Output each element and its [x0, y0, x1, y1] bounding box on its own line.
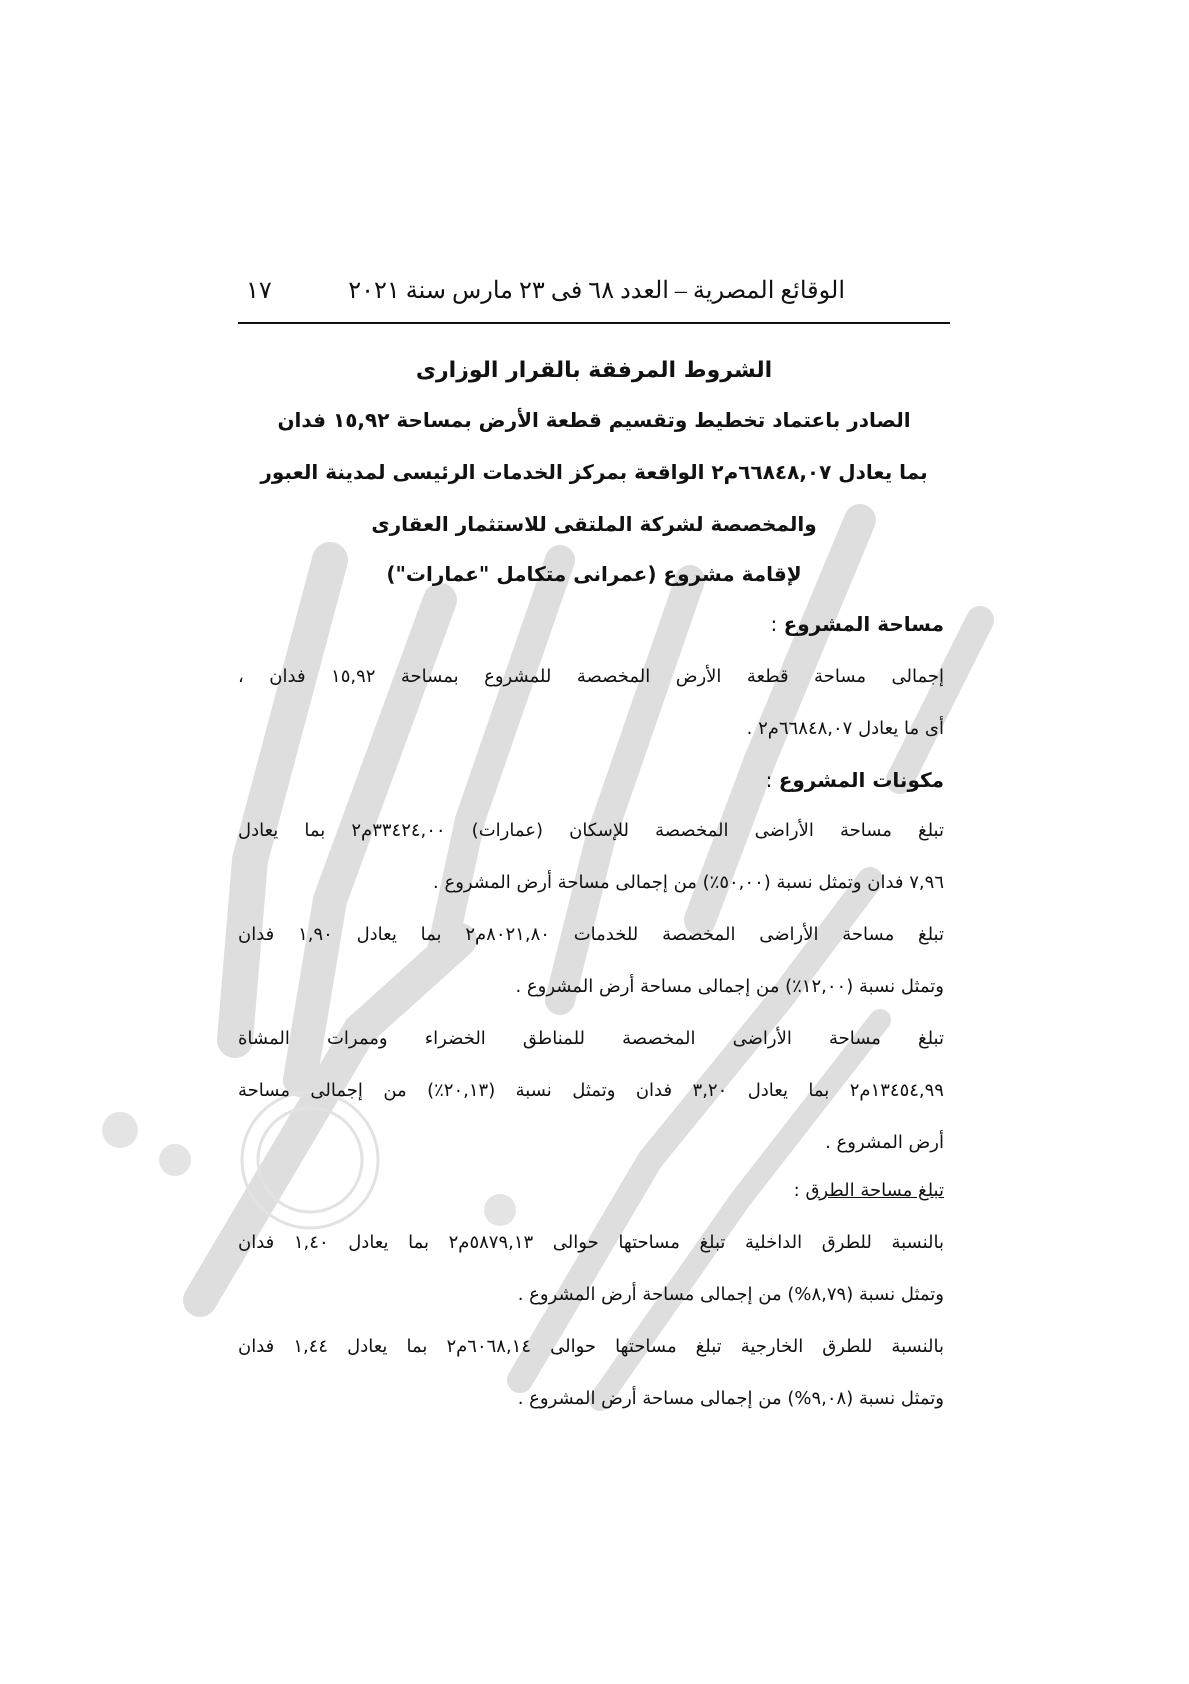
page-number: ١٧ — [246, 278, 272, 304]
decree-subheading-4: لإقامة مشروع (عمرانى متكامل "عمارات") — [386, 562, 802, 586]
header-rule — [238, 322, 950, 324]
services-line-1: تبلغ مساحة الأراضى المخصصة للخدمات ٨٠٢١,٨٠م٢ بما يعادل ١,٩٠ فدان — [238, 924, 944, 945]
gazette-title: الوقائع المصرية – العدد ٦٨ فى ٢٣ مارس سنة ٢٠٢١ — [348, 278, 845, 304]
green-areas-line-1: تبلغ مساحة الأراضى المخصصة للمناطق الخضراء وممرات المشاة — [238, 1028, 944, 1049]
page-header — [238, 276, 950, 316]
internal-roads-line-2: وتمثل نسبة (٨,٧٩%) من إجمالى مساحة أرض المشروع . — [517, 1284, 944, 1305]
decree-subheading-2: بما يعادل ٦٦٨٤٨,٠٧م٢ الواقعة بمركز الخدمات الرئيسى لمدينة العبور — [260, 460, 928, 484]
decree-subheading-3: والمخصصة لشركة الملتقى للاستثمار العقارى — [371, 512, 817, 536]
roads-title: تبلغ مساحة الطرق : — [793, 1180, 944, 1201]
document-heading: الشروط المرفقة بالقرار الوزارى — [415, 358, 773, 383]
green-areas-line-3: أرض المشروع . — [825, 1132, 944, 1153]
decree-subheading-1: الصادر باعتماد تخطيط وتقسيم قطعة الأرض بمساحة ١٥,٩٢ فدان — [277, 408, 911, 432]
external-roads-line-2: وتمثل نسبة (٩,٠٨%) من إجمالى مساحة أرض المشروع . — [517, 1388, 944, 1409]
gazette-page — [238, 0, 950, 1684]
project-area-line-2: أى ما يعادل ٦٦٨٤٨,٠٧م٢ . — [746, 718, 944, 739]
roads-title-text: تبلغ مساحة الطرق — [805, 1180, 944, 1201]
project-area-line-1: إجمالى مساحة قطعة الأرض المخصصة للمشروع بمساحة ١٥,٩٢ فدان ، — [238, 666, 944, 687]
housing-line-1: تبلغ مساحة الأراضى المخصصة للإسكان (عمارات) ٣٣٤٢٤,٠٠م٢ بما يعادل — [238, 820, 944, 841]
housing-line-2: ٧,٩٦ فدان وتمثل نسبة (٥٠,٠٠٪) من إجمالى مساحة أرض المشروع . — [433, 872, 944, 893]
services-line-2: وتمثل نسبة (١٢,٠٠٪) من إجمالى مساحة أرض المشروع . — [515, 976, 944, 997]
section-title-project-area: مساحة المشروع : — [770, 612, 944, 636]
external-roads-line-1: بالنسبة للطرق الخارجية تبلغ مساحتها حوالى ٦٠٦٨,١٤م٢ بما يعادل ١,٤٤ فدان — [238, 1336, 944, 1357]
section-title-text: مكونات المشروع — [778, 768, 944, 792]
green-areas-line-2: ١٣٤٥٤,٩٩م٢ بما يعادل ٣,٢٠ فدان وتمثل نسبة (٢٠,١٣٪) من إجمالى مساحة — [238, 1080, 944, 1101]
section-title-text: مساحة المشروع — [783, 612, 944, 636]
internal-roads-line-1: بالنسبة للطرق الداخلية تبلغ مساحتها حوالى ٥٨٧٩,١٣م٢ بما يعادل ١,٤٠ فدان — [238, 1232, 945, 1253]
section-title-components: مكونات المشروع : — [765, 768, 944, 792]
